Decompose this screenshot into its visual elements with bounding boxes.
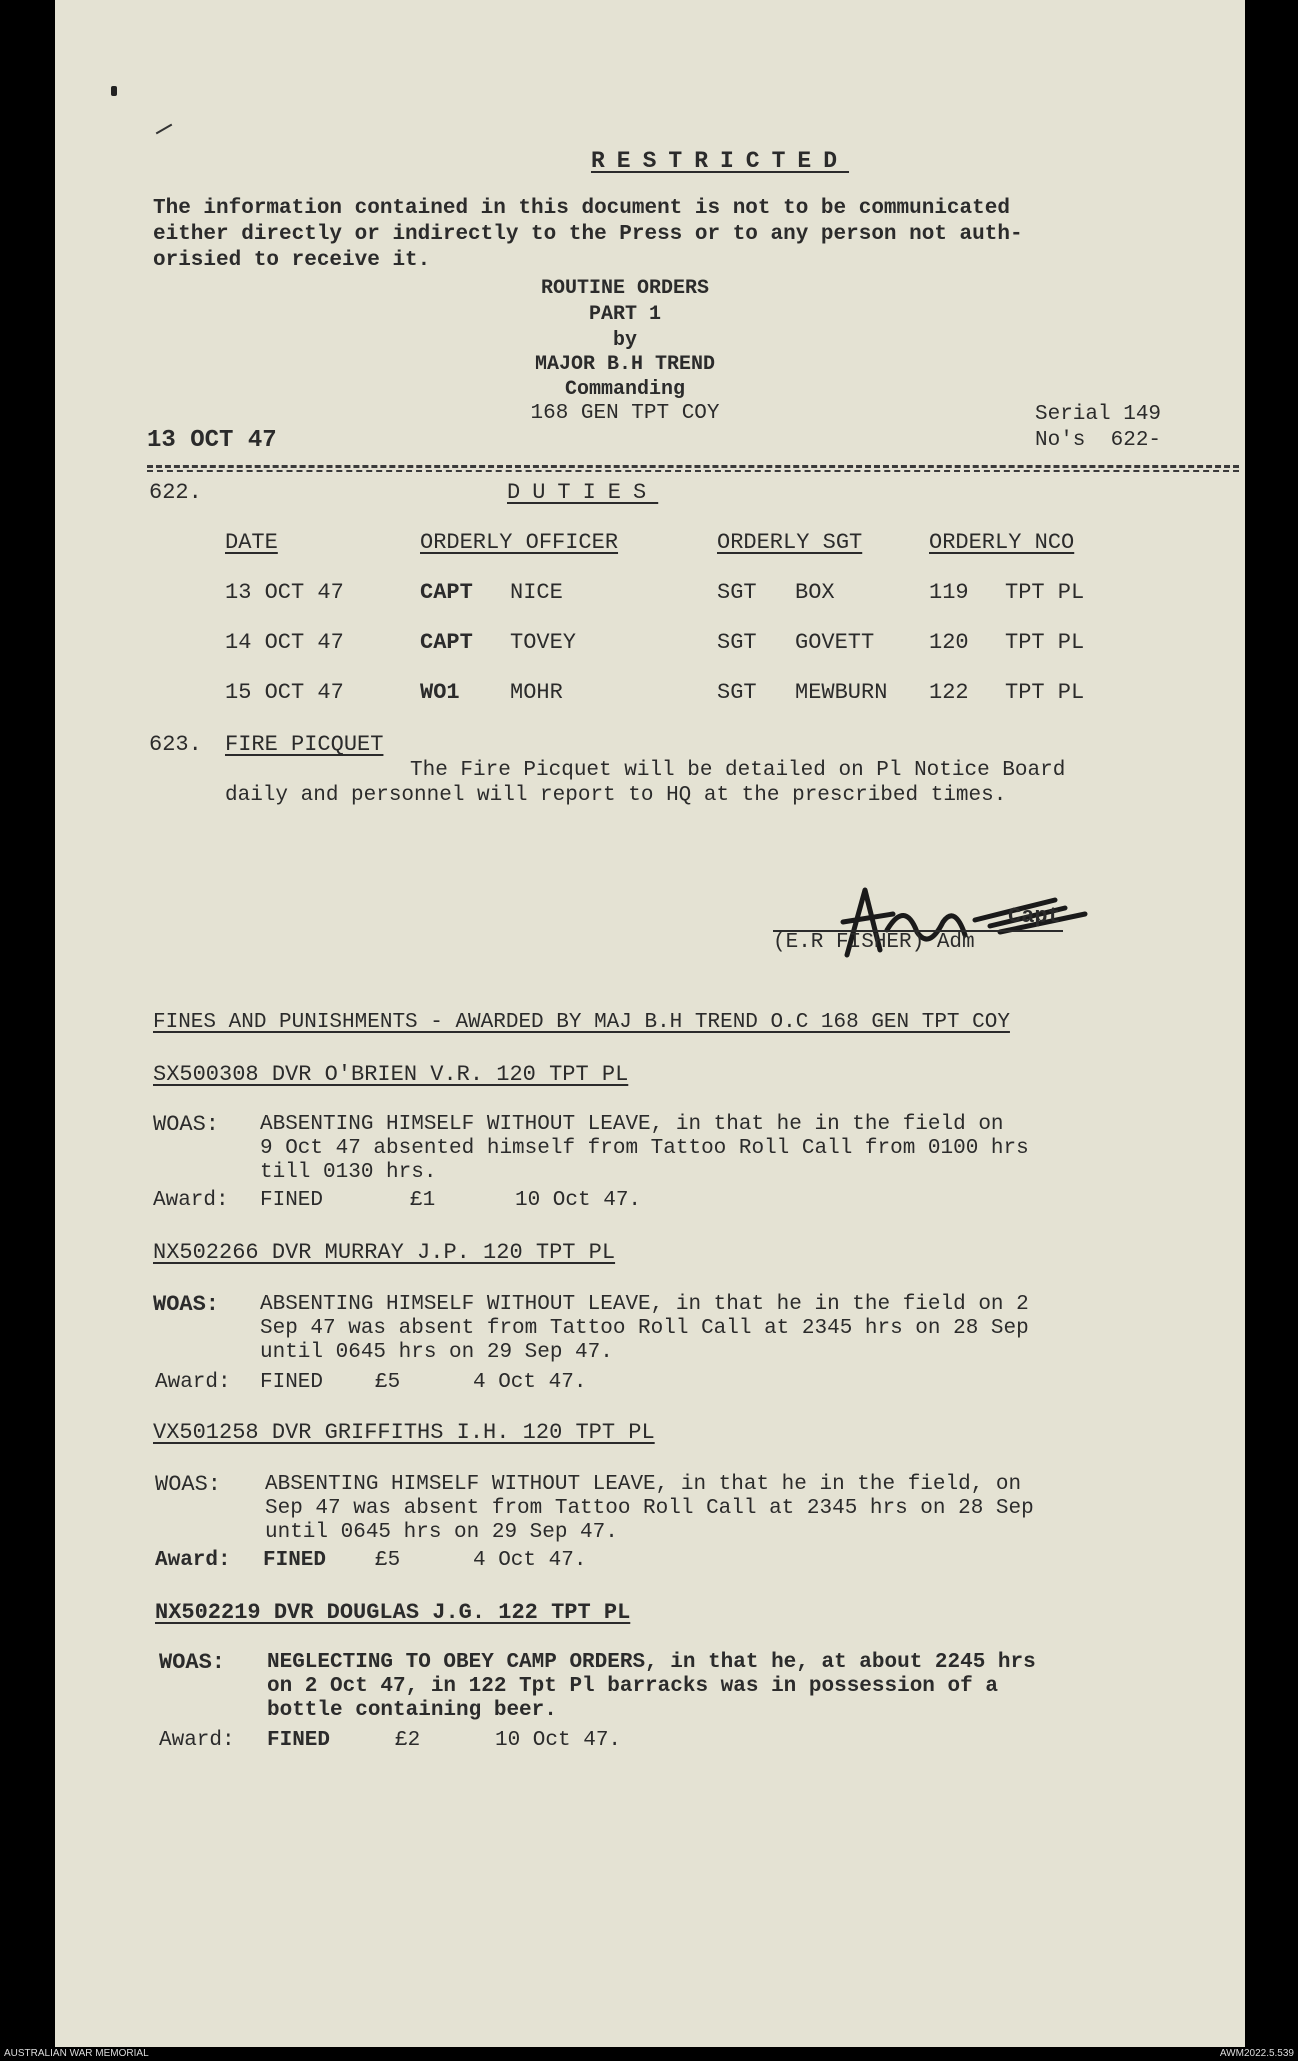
fine-3-award-label: Award: [155,1549,231,1572]
duty-row-2-sgt: GOVETT [795,630,875,655]
duty-row-2-nco-unit: TPT PL [1005,630,1085,655]
fine-4-soldier: NX502219 DVR DOUGLAS J.G. 122 TPT PL [155,1600,631,1625]
duty-row-3-nco-unit: TPT PL [1005,680,1085,705]
title-line-3: by [612,329,637,352]
fine-4-award: FINED [267,1729,331,1752]
fine-2-award-date: 4 Oct 47. [473,1371,587,1394]
fine-1-award-date: 10 Oct 47. [515,1189,642,1212]
fine-2-woas-label: WOAS: [153,1292,220,1317]
notice-line-1: The information contained in this document is not to be communicated [153,197,1010,220]
fine-3-woas-line-3: until 0645 hrs on 29 Sep 47. [265,1521,618,1544]
classification-heading: RESTRICTED [590,148,850,174]
separator-dashed-2 [147,470,1239,472]
fine-1-award-label: Award: [153,1189,229,1212]
fine-2-woas-line-1: ABSENTING HIMSELF WITHOUT LEAVE, in that he in the field on 2 [260,1293,1029,1316]
fine-1-woas-line-3: till 0130 hrs. [260,1161,437,1184]
document-page [55,0,1245,2047]
duty-row-1-nco-no: 119 [929,580,969,605]
pen-mark [156,124,173,135]
duties-number: 622. [149,480,202,505]
fine-3-award: FINED [263,1549,327,1572]
duty-row-3-date: 15 OCT 47 [225,680,344,705]
footer-source: AUSTRALIAN WAR MEMORIAL [4,2048,149,2059]
footer-accession: AWM2022.5.539 [1219,2048,1294,2059]
duties-heading: DUTIES [507,480,659,505]
fine-4-award-label: Award: [159,1729,235,1752]
duty-row-3-rank: WO1 [420,680,460,705]
footer-bar [0,2047,1298,2061]
duty-row-2-sgt-rank: SGT [717,630,757,655]
title-line-6: 168 GEN TPT COY [530,402,720,425]
duty-row-2-rank: CAPT [420,630,473,655]
fine-4-award-date: 10 Oct 47. [495,1729,622,1752]
signature-name: (E.R FISHER) Adm [773,931,975,954]
duty-row-3-sgt: MEWBURN [795,680,888,705]
fine-3-woas-line-1: ABSENTING HIMSELF WITHOUT LEAVE, in that he in the field, on [265,1473,1022,1496]
col-orderly-nco: ORDERLY NCO [929,530,1075,555]
title-line-1: ROUTINE ORDERS [540,277,710,300]
duty-row-3-officer: MOHR [510,680,563,705]
fine-2-award-label: Award: [155,1371,231,1394]
fine-3-woas-line-2: Sep 47 was absent from Tattoo Roll Call at 2345 hrs on 28 Sep [265,1497,1034,1520]
fine-2-woas-line-3: until 0645 hrs on 29 Sep 47. [260,1341,613,1364]
duty-row-1-officer: NICE [510,580,563,605]
duty-row-2-officer: TOVEY [510,630,577,655]
serial-number: Serial 149 [1035,403,1162,426]
fine-3-soldier: VX501258 DVR GRIFFITHS I.H. 120 TPT PL [153,1420,655,1445]
signature-rank: Capt [1008,904,1061,929]
fine-4-woas-line-3: bottle containing beer. [267,1699,557,1722]
ink-mark [111,86,117,96]
duty-row-3-nco-no: 122 [929,680,969,705]
fire-picquet-line-2: daily and personnel will report to HQ at the prescribed times. [225,784,1007,807]
col-orderly-sgt: ORDERLY SGT [717,530,863,555]
fine-1-soldier: SX500308 DVR O'BRIEN V.R. 120 TPT PL [153,1062,629,1087]
fine-4-woas-line-2: on 2 Oct 47, in 122 Tpt Pl barracks was in possession of a [267,1675,998,1698]
title-line-2: PART 1 [588,303,661,326]
notice-line-2: either directly or indirectly to the Press or to any person not auth- [153,223,1023,246]
fines-heading: FINES AND PUNISHMENTS - AWARDED BY MAJ B.H TREND O.C 168 GEN TPT COY [153,1011,1010,1034]
fine-2-award: FINED [260,1371,324,1394]
fine-4-woas-label: WOAS: [159,1650,226,1675]
duty-row-1-nco-unit: TPT PL [1005,580,1085,605]
duty-row-1-rank: CAPT [420,580,473,605]
duty-row-3-sgt-rank: SGT [717,680,757,705]
duty-row-1-sgt: BOX [795,580,835,605]
separator-dashed [147,465,1239,468]
title-line-4: MAJOR B.H TREND [534,353,716,376]
fire-picquet-number: 623. [149,732,202,757]
fine-4-amount: £2 [395,1729,421,1752]
fine-4-woas-line-1: NEGLECTING TO OBEY CAMP ORDERS, in that he, at about 2245 hrs [267,1651,1036,1674]
fine-1-award: FINED [260,1189,324,1212]
duty-row-1-sgt-rank: SGT [717,580,757,605]
duty-row-2-date: 14 OCT 47 [225,630,344,655]
fire-picquet-line-1: The Fire Picquet will be detailed on Pl Notice Board [410,759,1066,782]
fine-3-amount: £5 [375,1549,401,1572]
fine-3-woas-label: WOAS: [155,1472,222,1497]
fine-2-amount: £5 [375,1371,401,1394]
fine-3-award-date: 4 Oct 47. [473,1549,587,1572]
fine-2-woas-line-2: Sep 47 was absent from Tattoo Roll Call at 2345 hrs on 28 Sep [260,1317,1029,1340]
col-orderly-officer: ORDERLY OFFICER [420,530,619,555]
duty-row-2-nco-no: 120 [929,630,969,655]
title-line-5: Commanding [564,378,686,401]
fine-2-soldier: NX502266 DVR MURRAY J.P. 120 TPT PL [153,1240,616,1265]
fine-1-woas-line-1: ABSENTING HIMSELF WITHOUT LEAVE, in that he in the field on [260,1113,1004,1136]
notice-line-3: orisied to receive it. [153,249,431,272]
fire-picquet-heading: FIRE PICQUET [225,732,384,757]
order-date: 13 OCT 47 [147,427,277,454]
fine-1-woas-line-2: 9 Oct 47 absented himself from Tattoo Roll Call from 0100 hrs [260,1137,1029,1160]
duty-row-1-date: 13 OCT 47 [225,580,344,605]
order-numbers: No's 622- [1035,429,1162,452]
col-date: DATE [225,530,278,555]
fine-1-amount: £1 [410,1189,436,1212]
fine-1-woas-label: WOAS: [153,1112,220,1137]
